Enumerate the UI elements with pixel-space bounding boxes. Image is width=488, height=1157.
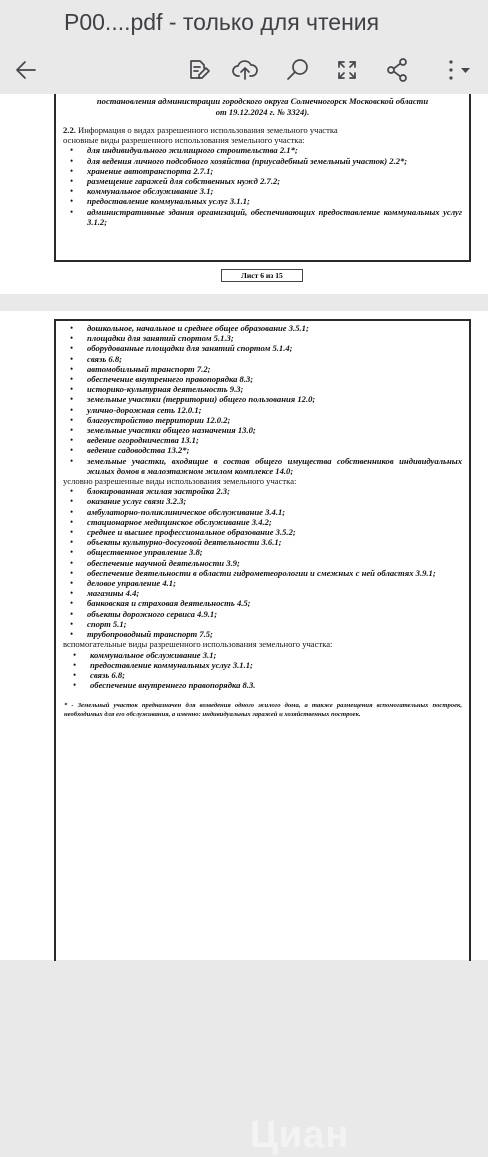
search-icon[interactable] [282, 54, 314, 86]
list-item [63, 156, 462, 166]
list-item-text: среднее и высшее профессиональное образование 3.5.2; [87, 527, 296, 538]
sheet-number: Лист 6 из 15 [221, 269, 303, 282]
list-item-text: магазины 4.4; [87, 588, 140, 599]
list-item-text: улично-дорожная сеть 12.0.1; [87, 404, 202, 415]
list-item-text: объекты дорожного сервиса 4.9.1; [87, 608, 218, 619]
section-heading [63, 125, 462, 135]
list-item-text: блокированная жилая застройка 2.3; [87, 486, 230, 497]
list-item [63, 166, 462, 176]
list-item-text: предоставление коммунальных услуг 3.1.1; [90, 659, 253, 670]
list-item-text: автомобильный транспорт 7.2; [87, 363, 211, 374]
window-title: P00....pdf - только для чтения [64, 9, 380, 35]
permitted-uses-list [63, 145, 462, 227]
list-item-text: амбулаторно-поликлиническое обслуживание 3.4.1; [87, 506, 286, 517]
list-item [63, 343, 462, 353]
list-item-text: ведение огородничества 13.1; [87, 435, 199, 446]
list-item [63, 486, 462, 496]
list-item-text: стационарное медицинское обслуживание 3.4.2; [87, 516, 272, 527]
section-number: 2.2. [63, 125, 76, 135]
back-arrow-icon[interactable] [10, 54, 42, 86]
watermark: Циан [250, 1114, 350, 1156]
list-item [63, 456, 462, 476]
list-item-text: обеспечение деятельности в области гидрометеорологии и смежных с ней областях 3.9.1; [87, 567, 436, 578]
list-item [63, 405, 462, 415]
list-item [63, 333, 462, 343]
list-item [63, 629, 462, 639]
main-uses-list [63, 323, 462, 476]
list-item-text: благоустройство территории 12.0.2; [87, 414, 231, 425]
list-item [63, 207, 462, 227]
list-item-text: связь 6.8; [87, 353, 123, 364]
list-item [63, 176, 462, 186]
section-title: Информация о видах разрешенного использования земельного участка [75, 125, 338, 135]
list-item [63, 196, 462, 206]
list-item-text: обеспечение внутреннего правопорядка 8.3; [87, 374, 254, 385]
fullscreen-icon[interactable] [331, 54, 363, 86]
list-item-text: площадки для занятий спортом 5.1.3; [87, 333, 234, 344]
list-item-text: для индивидуального жилищного строительства 2.1*; [87, 145, 298, 156]
list-item [66, 660, 462, 670]
list-item-text: дошкольное, начальное и среднее общее образование 3.5.1; [87, 323, 309, 333]
section-subtitle: основные виды разрешенного использования земельного участка: [63, 135, 305, 146]
header-line: от 19.12.2024 г. № 3324). [215, 106, 310, 117]
list-item [63, 496, 462, 506]
list-item-text: спорт 5.1; [87, 618, 127, 629]
list-item [63, 425, 462, 435]
list-item-text: для ведения личного подсобного хозяйства (приусадебный земельный участок) 2.2*; [87, 155, 408, 166]
cloud-upload-icon[interactable] [229, 54, 261, 86]
pdf-page-6 [0, 94, 488, 294]
header-line: постановления администрации городского округа Солнечногорск Московской области [96, 96, 429, 106]
list-item [63, 445, 462, 455]
list-item [63, 568, 462, 578]
conditional-uses-heading: условно разрешенные виды использования земельного участка: [63, 476, 297, 487]
conditional-uses-list [63, 486, 462, 639]
list-item-text: размещение гаражей для собственных нужд 2.7.2; [87, 176, 281, 187]
list-item-text: хранение автотранспорта 2.7.1; [87, 165, 214, 176]
more-dropdown-icon[interactable] [438, 54, 478, 86]
page-frame [54, 319, 471, 961]
list-item-text: земельные участки, входящие в состав общего имущества собственников индивидуальных жилых домов в малоэтажном жилом комплексе 14.0; [87, 455, 462, 476]
list-item-text: объекты культурно-досуговой деятельности 3.6.1; [87, 537, 282, 548]
document-header [56, 94, 469, 117]
list-item-text: деловое управление 4.1; [87, 578, 176, 589]
list-item-text: обеспечение внутреннего правопорядка 8.3. [90, 680, 256, 691]
list-item-text: обеспечение научной деятельности 3.9; [87, 557, 240, 568]
list-item [63, 354, 462, 364]
section-block [56, 117, 469, 227]
list-item [63, 588, 462, 598]
list-item [63, 323, 462, 333]
list-item [66, 650, 462, 660]
toolbar [0, 48, 488, 92]
list-item [63, 527, 462, 537]
list-item [63, 558, 462, 568]
list-item-text: оказание услуг связи 3.2.3; [87, 496, 187, 507]
list-item-text: предоставление коммунальных услуг 3.1.1; [87, 196, 250, 207]
list-item-text: ведение садоводства 13.2*; [87, 445, 190, 456]
list-item [63, 507, 462, 517]
list-item [63, 619, 462, 629]
list-item-text: историко-культурная деятельность 9.3; [87, 384, 244, 395]
page-content [56, 321, 469, 719]
list-item-text: земельные участки (территории) общего пользования 12.0; [87, 394, 316, 405]
pdf-page-7 [0, 311, 488, 1156]
list-item [63, 609, 462, 619]
list-item [63, 384, 462, 394]
list-item-text: общественное управление 3.8; [87, 547, 203, 558]
footnote: * - Земельный участок предназначен для возведения одного жилого дома, а также размещения вспомогательных построек, необходимых для его обслуживания, а именно: индивидуальных гаражей и хозяйственных построек. [64, 702, 462, 718]
list-item [63, 394, 462, 404]
list-item [63, 435, 462, 445]
edit-icon[interactable] [183, 54, 215, 86]
list-item [63, 374, 462, 384]
share-icon[interactable] [381, 54, 413, 86]
list-item [63, 517, 462, 527]
list-item [66, 680, 462, 690]
list-item-text: банковская и страховая деятельность 4.5; [87, 598, 251, 609]
auxiliary-uses-heading: вспомогательные виды разрешенного использования земельного участка: [63, 639, 333, 650]
list-item-text: административные здания организаций, обеспечивающих предоставление коммунальных услуг 3.1.2; [87, 206, 462, 227]
list-item-text: коммунальное обслуживание 3.1; [90, 649, 217, 660]
list-item [66, 670, 462, 680]
list-item [63, 547, 462, 557]
list-item [63, 598, 462, 608]
list-item [63, 186, 462, 196]
list-item [63, 145, 462, 155]
list-item-text: оборудованные площадки для занятий спортом 5.1.4; [87, 343, 293, 354]
list-item [63, 364, 462, 374]
list-item [63, 578, 462, 588]
page-frame [54, 94, 471, 262]
list-item [63, 415, 462, 425]
list-item [63, 537, 462, 547]
list-item-text: связь 6.8; [90, 669, 126, 680]
list-item-text: трубопроводный транспорт 7.5; [87, 629, 213, 640]
list-item-text: земельные участки общего назначения 13.0; [87, 425, 256, 436]
auxiliary-uses-list [63, 650, 462, 691]
list-item-text: коммунальное обслуживание 3.1; [87, 186, 214, 197]
